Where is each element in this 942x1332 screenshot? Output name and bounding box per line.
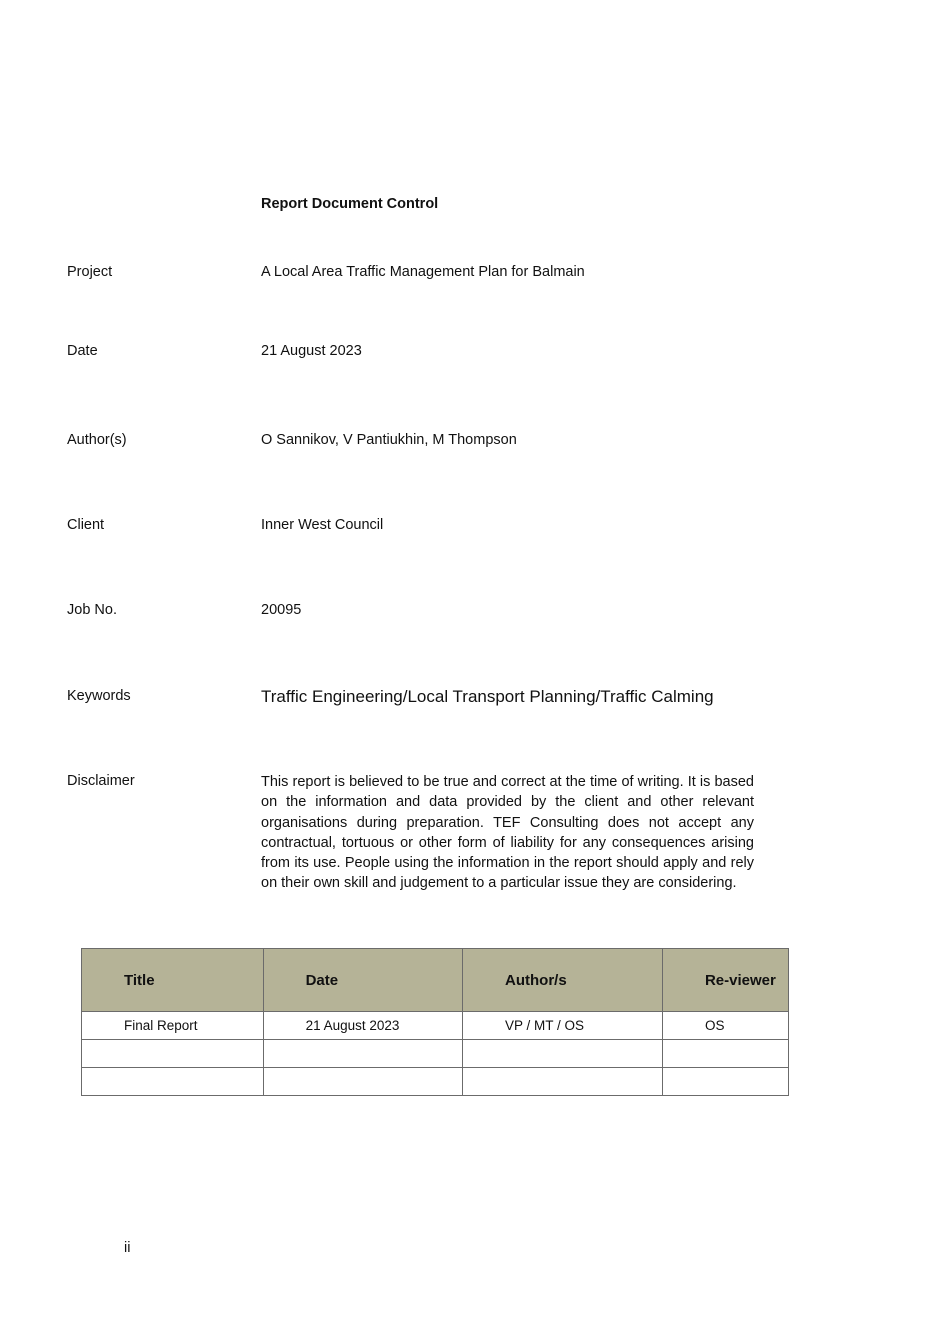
- table-cell: Final Report: [82, 1012, 264, 1040]
- table-row: [82, 1040, 789, 1068]
- header-title: Title: [82, 949, 264, 1012]
- keywords-label: Keywords: [67, 688, 131, 704]
- document-control-heading: Report Document Control: [261, 196, 439, 212]
- table-cell: [463, 1040, 663, 1068]
- header-reviewer: Re-viewer: [662, 949, 788, 1012]
- table-header-row: [82, 949, 789, 1012]
- authors-label: Author(s): [67, 432, 127, 448]
- project-value: A Local Area Traffic Management Plan for Balmain: [261, 264, 585, 280]
- table-row: [82, 1068, 789, 1096]
- table-cell: OS: [662, 1012, 788, 1040]
- table-row: [82, 1012, 789, 1040]
- table-cell: VP / MT / OS: [463, 1012, 663, 1040]
- job-no-label: Job No.: [67, 602, 117, 618]
- date-label: Date: [67, 343, 98, 359]
- page-number: ii: [124, 1240, 131, 1256]
- table-cell: [662, 1068, 788, 1096]
- table-cell: 21 August 2023: [263, 1012, 462, 1040]
- table-cell: [662, 1040, 788, 1068]
- table-cell: [82, 1068, 264, 1096]
- table-cell: [463, 1068, 663, 1096]
- job-no-value: 20095: [261, 602, 302, 618]
- revision-history-table: [81, 948, 789, 1096]
- client-label: Client: [67, 517, 105, 533]
- table-cell: [263, 1040, 462, 1068]
- date-value: 21 August 2023: [261, 343, 362, 359]
- disclaimer-label: Disclaimer: [67, 773, 135, 789]
- project-label: Project: [67, 264, 113, 280]
- table-cell: [82, 1040, 264, 1068]
- keywords-value: Traffic Engineering/Local Transport Planning/Traffic Calming: [261, 687, 714, 706]
- header-date: Date: [263, 949, 462, 1012]
- table-cell: [263, 1068, 462, 1096]
- authors-value: O Sannikov, V Pantiukhin, M Thompson: [261, 432, 517, 448]
- header-authors: Author/s: [463, 949, 663, 1012]
- client-value: Inner West Council: [261, 517, 384, 533]
- disclaimer-text: This report is believed to be true and correct at the time of writing. It is based on the information and data provided by the client and other relevant organisations during preparation. TEF Consulting does not accept any contractual, tortuous or other form of liability for any consequences arising from its use. People using the information in the report should apply and rely on their own skill and judgement to a particular issue they are considering.: [261, 774, 754, 892]
